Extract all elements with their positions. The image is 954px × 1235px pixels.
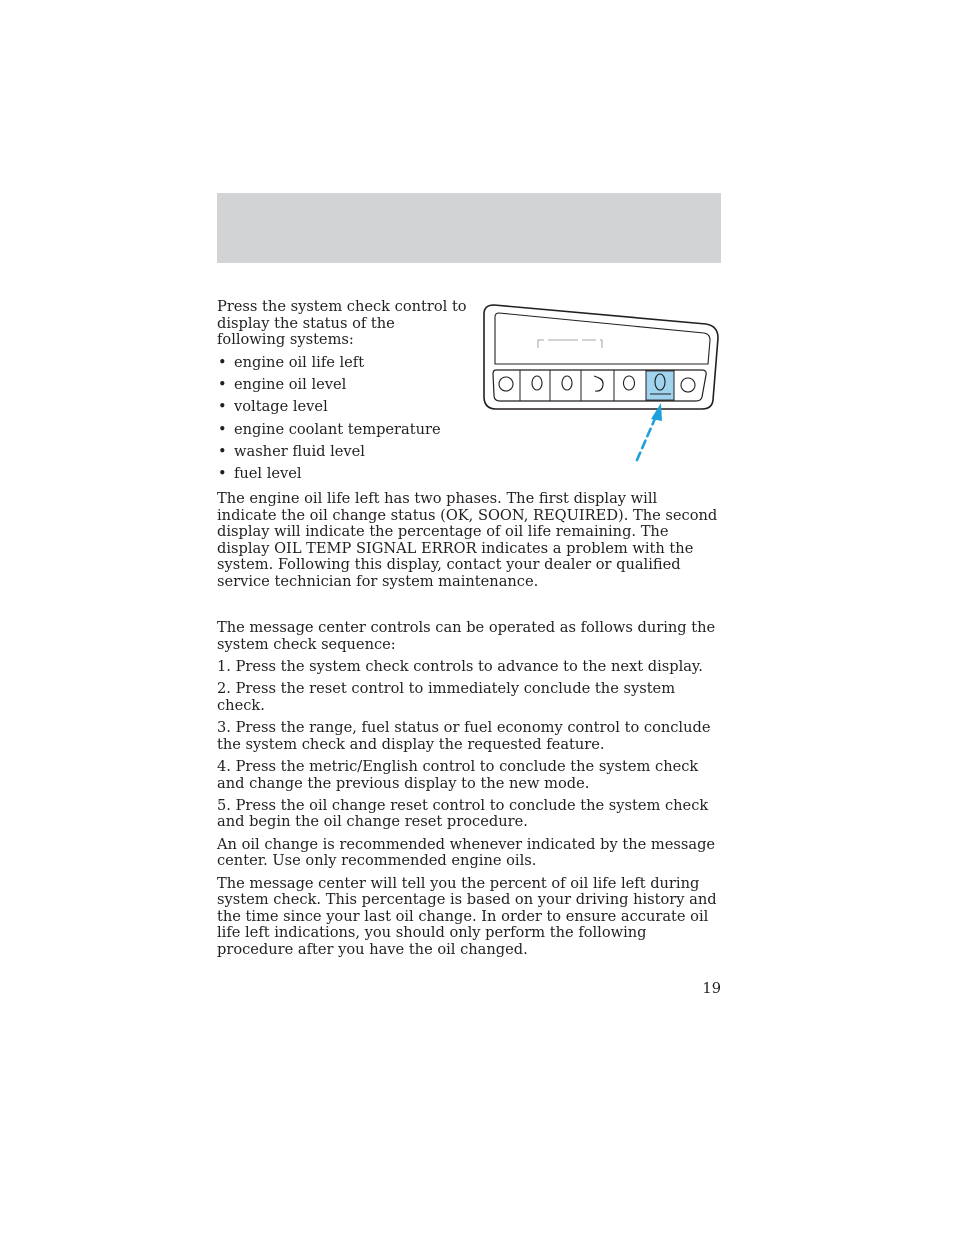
intro-lead: Press the system check control to display the status of the following systems: bbox=[217, 298, 467, 348]
list-item: • engine oil level bbox=[218, 375, 347, 393]
oil-life-note: The message center will tell you the percent of oil life left during system check. This percentage is based on your driving history and the time since your last oil change. In order to ensure accurate oil life left indications, you should only perform the following procedure after you have the oil changed. bbox=[217, 874, 717, 958]
list-item: • washer fluid level bbox=[218, 443, 365, 461]
controls-lead: The message center controls can be operated as follows during the system check sequence: bbox=[217, 619, 716, 653]
oil-change-note: An oil change is recommended whenever indicated by the message center. Use only recommended engine oils. bbox=[217, 835, 716, 870]
list-item: 2. Press the reset control to immediately conclude the system check. bbox=[217, 680, 676, 714]
list-item: 3. Press the range, fuel status or fuel economy control to conclude the system check and display the requested feature. bbox=[217, 719, 711, 753]
system-list bbox=[217, 355, 467, 483]
intro-section bbox=[217, 299, 467, 489]
list-item: 1. Press the system check controls to advance to the next display. bbox=[217, 657, 703, 675]
list-item: • voltage level bbox=[218, 398, 328, 416]
message-center-controls-section bbox=[217, 620, 721, 964]
system-check-button-highlight bbox=[646, 371, 674, 400]
message-center-console-icon bbox=[480, 300, 720, 465]
list-item: 4. Press the metric/English control to conclude the system check and change the previous display to the new mode. bbox=[217, 758, 699, 792]
list-item: 5. Press the oil change reset control to conclude the system check and begin the oil change reset procedure. bbox=[217, 796, 709, 831]
page-number: 19 bbox=[702, 980, 721, 997]
oil-life-phases-section bbox=[217, 491, 721, 596]
section-header-band bbox=[217, 193, 721, 263]
list-item: • engine coolant temperature bbox=[218, 420, 441, 438]
list-item: • engine oil life left bbox=[218, 353, 365, 371]
list-item: • fuel level bbox=[218, 465, 302, 483]
oil-life-phases-paragraph: The engine oil life left has two phases. The first display will indicate the oil change status (OK, SOON, REQUIRED). The second display will indicate the percentage of oil life remaining. The display OIL TEMP SIGNAL ERROR indicates a problem with the system. Following this display, contact your dealer or qualified service technician for system maintenance. bbox=[217, 490, 718, 590]
